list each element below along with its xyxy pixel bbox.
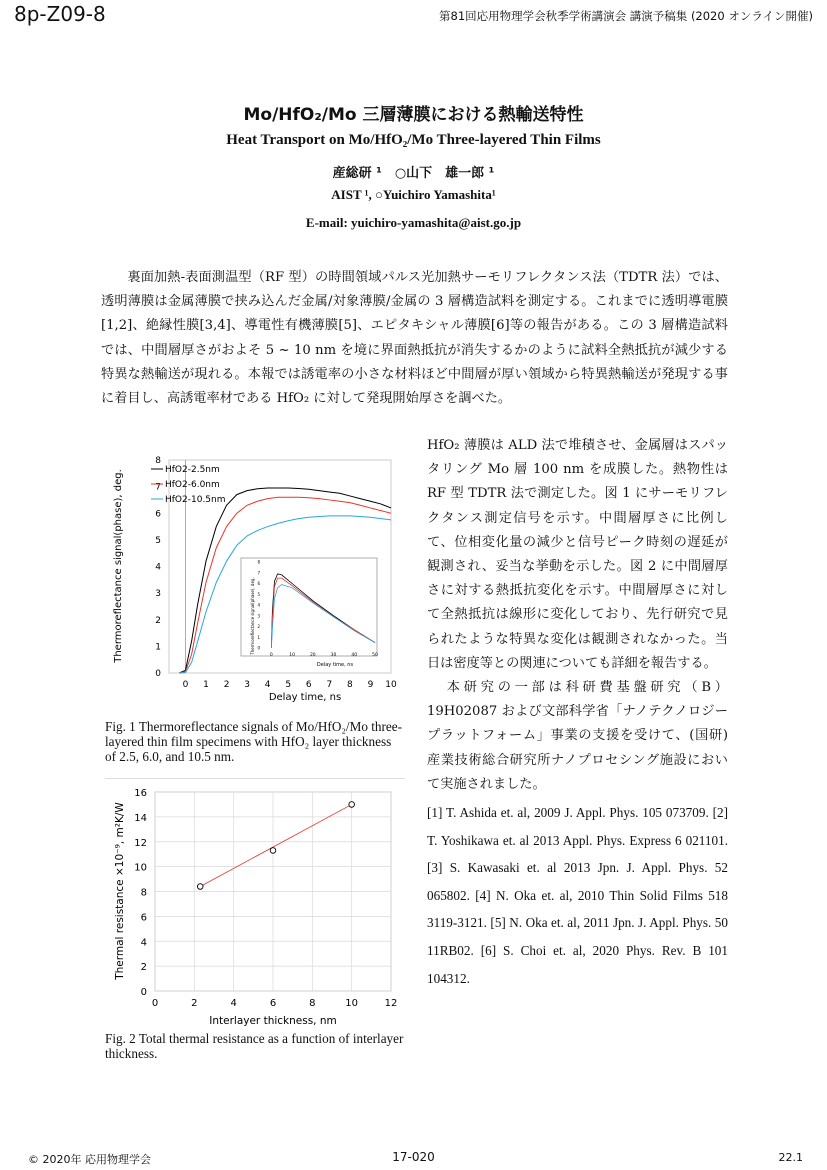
figure-2-chart [103,783,403,1028]
x-tick-label: 0 [151,998,159,1009]
y-tick-label: 2 [140,962,147,974]
inset-y-tick-label: 7 [257,570,260,576]
legend-label-0: HfO2-2.5nm [165,465,220,475]
x-tick-label: 4 [230,998,237,1009]
conference-header: 第81回応用物理学会秋季学術講演会 講演予稿集 (2020 オンライン開催) [439,9,813,23]
inset-frame [241,558,377,656]
x-tick-label: 4 [264,680,271,690]
inset-x-tick-label: 40 [351,653,358,658]
x-tick-label: 1 [203,680,209,690]
footer-version: 22.1 [778,1151,803,1164]
y-tick-label: 6 [140,912,147,924]
body-paragraph: HfO₂ 薄膜は ALD 法で堆積させ、金属層はスパッタリング Mo 層 100 nm を成膜した。熱物性は RF 型 TDTR 法で測定した。図 1 にサーモリフレクタンス測定信号を示す。中間層厚さに比例して、位相変化量の減少と信号ピーク時刻の遅延が観測され、妥当な挙動を示した。図 2 に中間層厚さに対する熱抵抗変化を示す。中間層厚さに対して全熱抵抗は線形に変化しており、先行研究で見られたような特異な変化は観測されなかった。当日は密度等との関連についても詳細を報告する。 [427,438,728,671]
x-tick-label: 8 [309,998,316,1009]
inset-x-tick-label: 0 [269,653,273,658]
inset-y-tick-label: 5 [257,591,260,597]
x-tick-label: 2 [223,680,230,690]
x-tick-label: 3 [244,680,250,690]
inset-xlabel: Delay time, ns [316,662,354,668]
y-tick-label: 4 [140,937,147,949]
email: E-mail: yuichiro-yamashita@aist.go.jp [305,215,522,230]
figure-2-caption: Fig. 2 Total thermal resistance as a function of interlayer thickness. [105,1031,404,1061]
fig1-ylabel: Thermoreflectance signal(phase), deg. [113,469,124,663]
y-tick-label: 2 [155,615,161,626]
data-point [349,802,355,808]
figure-1-chart [103,450,403,712]
x-tick-label: 10 [385,680,397,690]
legend-label-1: HfO2-6.0nm [165,480,220,490]
presentation-code: 8p-Z09-8 [14,2,106,26]
inset-y-tick-label: 0 [257,645,260,651]
fig2-grid [155,792,391,991]
fig1-xlabel: Delay time, ns [268,692,342,703]
y-tick-label: 14 [134,812,147,824]
x-tick-label: 6 [269,998,277,1009]
title-japanese: Mo/HfO₂/Mo 三層薄膜における熱輸送特性 [243,105,584,125]
y-tick-label: 8 [140,887,147,899]
figure-1-caption: Fig. 1 Thermoreflectance signals of Mo/HfO₂/Mo three-layered thin film specimens with HfO₂ layer thickness of 2.5, 6.0, and 10.5 nm. [105,719,402,764]
title-english: Heat Transport on Mo/HfO₂/Mo Three-layered Thin Films [226,132,601,148]
x-tick-label: 10 [345,998,359,1009]
data-point [197,884,203,890]
legend-label-2: HfO2-10.5nm [165,495,226,505]
x-tick-label: 7 [326,680,333,690]
data-point [270,848,276,854]
inset-x-tick-label: 20 [309,653,316,658]
x-tick-label: 5 [285,680,292,690]
y-tick-label: 0 [140,987,147,998]
figure-separator [105,778,405,779]
inset-y-tick-label: 2 [257,624,260,629]
fig2-ticks [134,788,397,1009]
inset-x-tick-label: 50 [372,653,378,658]
inset-y-tick-label: 1 [257,634,260,640]
fig2-marks [197,802,354,890]
fig1-inset [241,558,378,668]
inset-x-tick-label: 30 [330,653,337,658]
x-tick-label: 2 [191,998,198,1009]
y-tick-label: 6 [155,509,161,520]
x-tick-label: 0 [182,680,189,690]
fig1-legend [151,465,226,505]
inset-y-tick-label: 6 [257,581,260,586]
y-tick-label: 16 [134,788,147,799]
fig2-ylabel: Thermal resistance ×10⁻⁹, m²K/W [114,802,126,980]
x-tick-label: 8 [347,680,353,690]
x-tick-label: 9 [367,680,374,690]
y-tick-label: 10 [134,862,147,874]
references: [1] T. Ashida et. al, 2009 J. Appl. Phys. 105 073709. [2] T. Yoshikawa et. al 2013 Appl. Phys. Express 6 021101. [3] S. Kawasaki et. al 2013 Jpn. J. Appl. Phys. 52 065802. [4] N. Oka et. al, 2010 Thin Solid Films 518 3119-3121. [5] N. Oka et. al, 2011 Jpn. J. Appl. Phys. 50 11RB02. [6] S. Choi et. al, 2020 Phys. Rev. B 101 104312. [427,805,728,986]
footer-copyright: © 2020年 応用物理学会 [28,1153,151,1166]
abstract-paragraph: 裏面加熱-表面測温型（RF 型）の時間領域パルス光加熱サーモリフレクタンス法（TDTR 法）では、透明薄膜は金属薄膜で挟み込んだ金属/対象薄膜/金属の 3 層構造試料を測定する。これまでに透明導電膜 [1,2]、絶縁性膜[3,4]、導電性有機薄膜[5]、エピタキシャル薄膜[6]等の報告がある。この 3 層構造試料では、中間層厚さがおよそ 5 ~ 10 nm を境に界面熱抵抗が消失するかのように試料全熱抵抗が減少する特異な熱輸送が現れる。本報では誘電率の小さな材料ほど中間層が厚い領域から特異熱輸送が発現する事に着目し、高誘電率材である HfO₂ に対して発現開始厚さを調べた。 [101,270,728,407]
x-tick-label: 12 [384,998,398,1009]
y-tick-label: 7 [155,482,161,493]
x-tick-label: 6 [305,680,312,690]
inset-y-tick-label: 4 [257,602,260,608]
authors-japanese: 産総研 ¹ ○山下 雄一郎 ¹ [332,166,495,181]
y-tick-label: 0 [155,669,161,679]
footer-page-number: 17-020 [392,1150,435,1164]
inset-x-tick-label: 10 [289,653,295,658]
y-tick-label: 8 [155,456,161,466]
inset-y-tick-label: 3 [257,613,260,619]
right-column [427,434,728,992]
y-tick-label: 1 [155,642,161,653]
authors-english: AIST ¹, ○Yuichiro Yamashita¹ [331,187,496,202]
acknowledgment-paragraph: 本研究の一部は科研費基盤研究（B）19H02087 および文部科学省「ナノテクノロジープラットフォーム」事業の支援を受けて、(国研) 産業技術総合研究所ナノプロセシング施設において実施されました。 [427,680,728,792]
y-tick-label: 4 [155,562,161,573]
y-tick-label: 12 [134,837,147,849]
y-tick-label: 5 [155,535,161,546]
y-tick-label: 3 [155,589,161,600]
inset-ylabel: Thermoreflectance signal(phase), deg. [250,577,255,655]
fig2-xlabel: Interlayer thickness, nm [209,1015,337,1027]
inset-y-tick-label: 8 [257,559,260,565]
